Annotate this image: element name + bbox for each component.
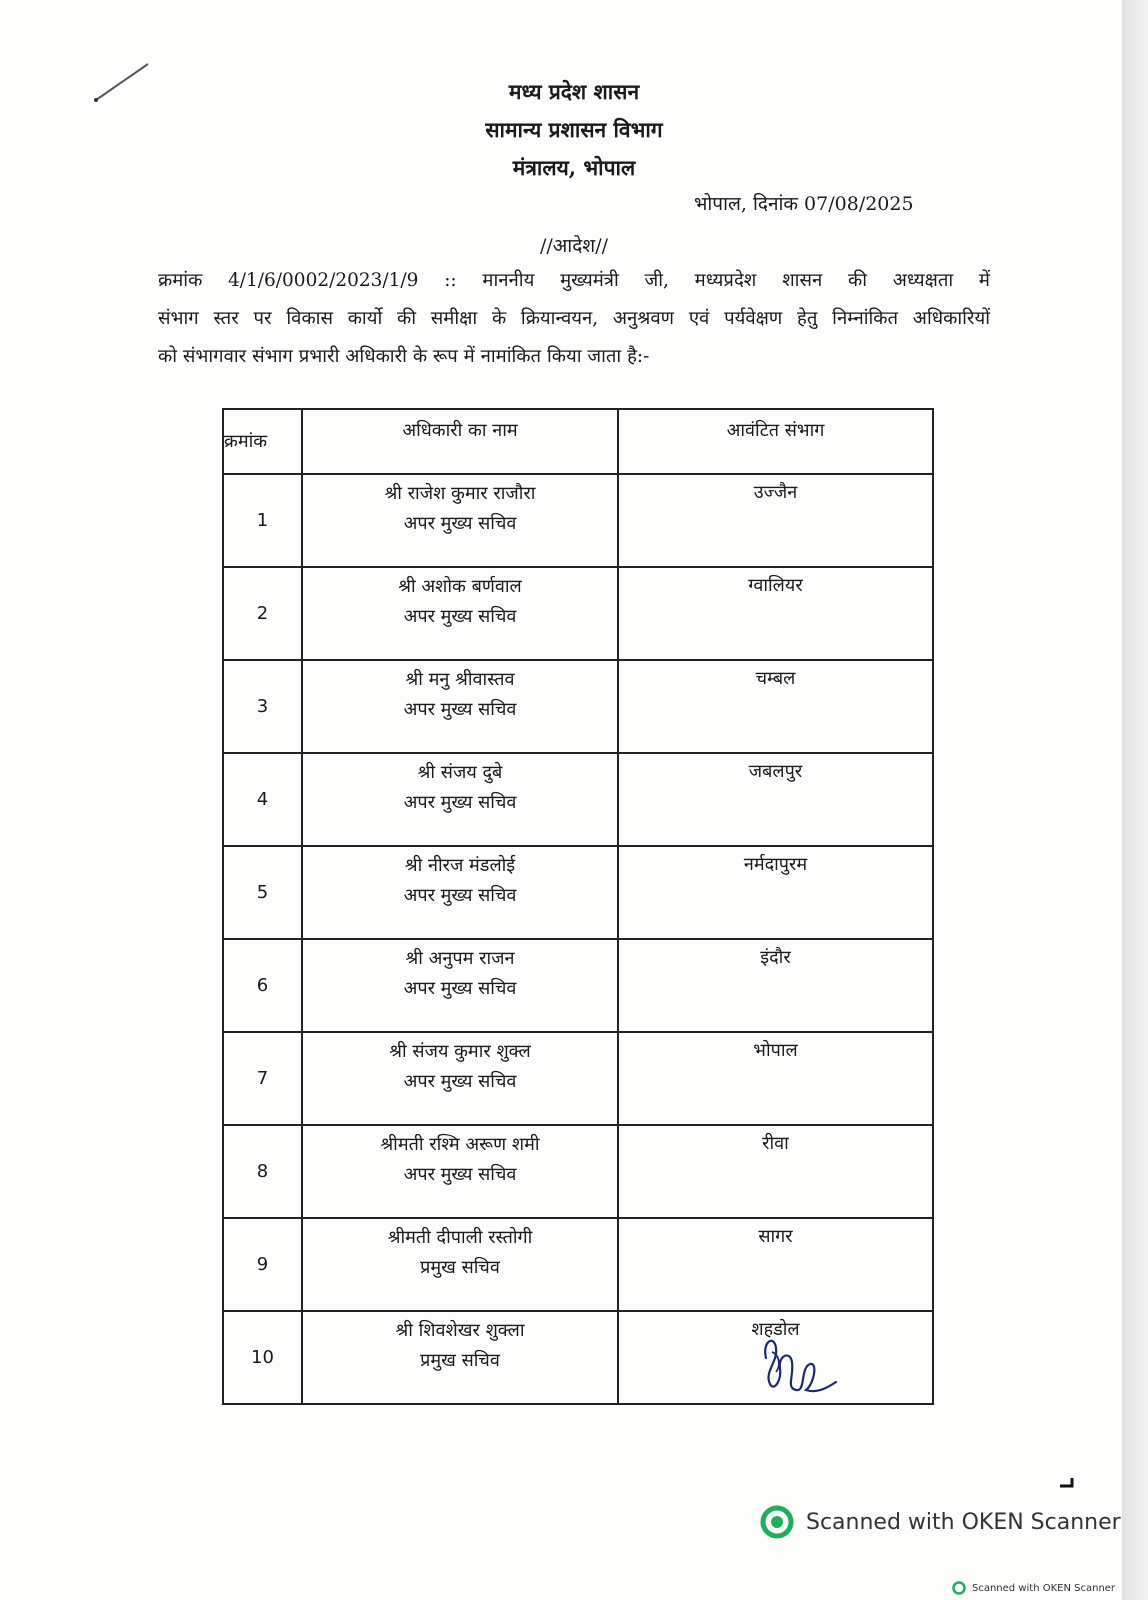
scanner-watermark-small-text: Scanned with OKEN Scanner — [972, 1582, 1116, 1594]
date-line: भोपाल, दिनांक 07/08/2025 — [694, 193, 914, 215]
division-cell: भोपाल — [618, 1032, 933, 1125]
table-row — [223, 939, 933, 1032]
oken-scanner-small-logo-icon — [952, 1581, 966, 1595]
officer-name: श्रीमती दीपाली रस्तोगी — [387, 1227, 533, 1248]
division-cell: जबलपुर — [618, 753, 933, 846]
scanner-watermark — [760, 1502, 1121, 1542]
header-department: सामान्य प्रशासन विभाग — [485, 117, 663, 142]
officer-cell — [302, 660, 618, 753]
officer-designation: प्रमुख सचिव — [420, 1257, 500, 1278]
officer-name: श्री अनुपम राजन — [405, 948, 515, 969]
officer-name: श्रीमती रश्मि अरूण शमी — [380, 1134, 540, 1155]
officer-designation: अपर मुख्य सचिव — [403, 978, 517, 999]
order-body-line: को संभागवार संभाग प्रभारी अधिकारी के रूप में नामांकित किया जाता है:- — [158, 346, 650, 367]
officer-name: श्री अशोक बर्णवाल — [398, 576, 522, 597]
officer-name: श्री संजय दुबे — [417, 762, 503, 783]
officer-cell — [302, 939, 618, 1032]
division-cell: ग्वालियर — [618, 567, 933, 660]
division-cell: चम्बल — [618, 660, 933, 753]
table-row — [223, 1218, 933, 1311]
officer-cell — [302, 474, 618, 567]
officer-name: श्री शिवशेखर शुक्ला — [395, 1320, 525, 1341]
row-number: 10 — [223, 1311, 302, 1404]
officer-designation: अपर मुख्य सचिव — [403, 885, 517, 906]
order-body-line: क्रमांक 4/1/6/0002/2023/1/9 :: माननीय मुख्यमंत्री जी, मध्यप्रदेश शासन की अध्यक्षता में — [158, 270, 990, 291]
row-number: 5 — [223, 846, 302, 939]
row-number: 7 — [223, 1032, 302, 1125]
division-cell: रीवा — [618, 1125, 933, 1218]
division-cell: शहडोल — [618, 1311, 933, 1404]
page-edge-shadow — [1122, 0, 1148, 1600]
officer-designation: अपर मुख्य सचिव — [403, 1164, 517, 1185]
oken-scanner-logo-icon — [760, 1505, 794, 1539]
division-cell: सागर — [618, 1218, 933, 1311]
officer-cell — [302, 1032, 618, 1125]
header-officer-name: अधिकारी का नाम — [302, 409, 618, 474]
division-cell: उज्जैन — [618, 474, 933, 567]
officer-designation: अपर मुख्य सचिव — [403, 606, 517, 627]
officer-cell — [302, 753, 618, 846]
signature-icon — [756, 1328, 846, 1404]
table-row — [223, 474, 933, 567]
officer-cell — [302, 1125, 618, 1218]
row-number: 1 — [223, 474, 302, 567]
officer-name: श्री संजय कुमार शुक्ल — [389, 1041, 531, 1062]
officer-name: श्री मनु श्रीवास्तव — [405, 669, 515, 690]
table-row — [223, 660, 933, 753]
scan-corner-mark — [1060, 1476, 1076, 1488]
table-header-row — [223, 409, 933, 474]
division-cell: इंदौर — [618, 939, 933, 1032]
order-body — [158, 262, 990, 376]
officer-cell — [302, 846, 618, 939]
officer-cell — [302, 567, 618, 660]
row-number: 4 — [223, 753, 302, 846]
scanner-watermark-text: Scanned with OKEN Scanner — [806, 1509, 1121, 1535]
header-division: आवंटित संभाग — [618, 409, 933, 474]
officer-designation: अपर मुख्य सचिव — [403, 513, 517, 534]
order-title: //आदेश// — [539, 235, 609, 257]
table-row — [223, 846, 933, 939]
header-number: क्रमांक — [223, 409, 302, 474]
row-number: 3 — [223, 660, 302, 753]
officer-cell — [302, 1311, 618, 1404]
officer-designation: अपर मुख्य सचिव — [403, 699, 517, 720]
officer-designation: अपर मुख्य सचिव — [403, 792, 517, 813]
table-row — [223, 1032, 933, 1125]
table-row — [223, 753, 933, 846]
row-number: 9 — [223, 1218, 302, 1311]
table-row — [223, 1125, 933, 1218]
header-location: मंत्रालय, भोपाल — [512, 155, 636, 180]
table-row — [223, 567, 933, 660]
officer-name: श्री राजेश कुमार राजौरा — [384, 483, 536, 504]
row-number: 6 — [223, 939, 302, 1032]
row-number: 2 — [223, 567, 302, 660]
order-body-line: संभाग स्तर पर विकास कार्यो की समीक्षा के क्रियान्वयन, अनुश्रवण एवं पर्यवेक्षण हेतु निम्नांकित अधिकारियों — [158, 308, 990, 329]
officer-cell — [302, 1218, 618, 1311]
header-government: मध्य प्रदेश शासन — [508, 79, 640, 104]
scanner-watermark-small — [952, 1581, 1115, 1595]
officers-table — [222, 408, 934, 1405]
row-number: 8 — [223, 1125, 302, 1218]
division-cell: नर्मदापुरम — [618, 846, 933, 939]
officer-designation: अपर मुख्य सचिव — [403, 1071, 517, 1092]
officer-name: श्री नीरज मंडलोई — [404, 855, 516, 876]
officer-designation: प्रमुख सचिव — [420, 1350, 500, 1371]
